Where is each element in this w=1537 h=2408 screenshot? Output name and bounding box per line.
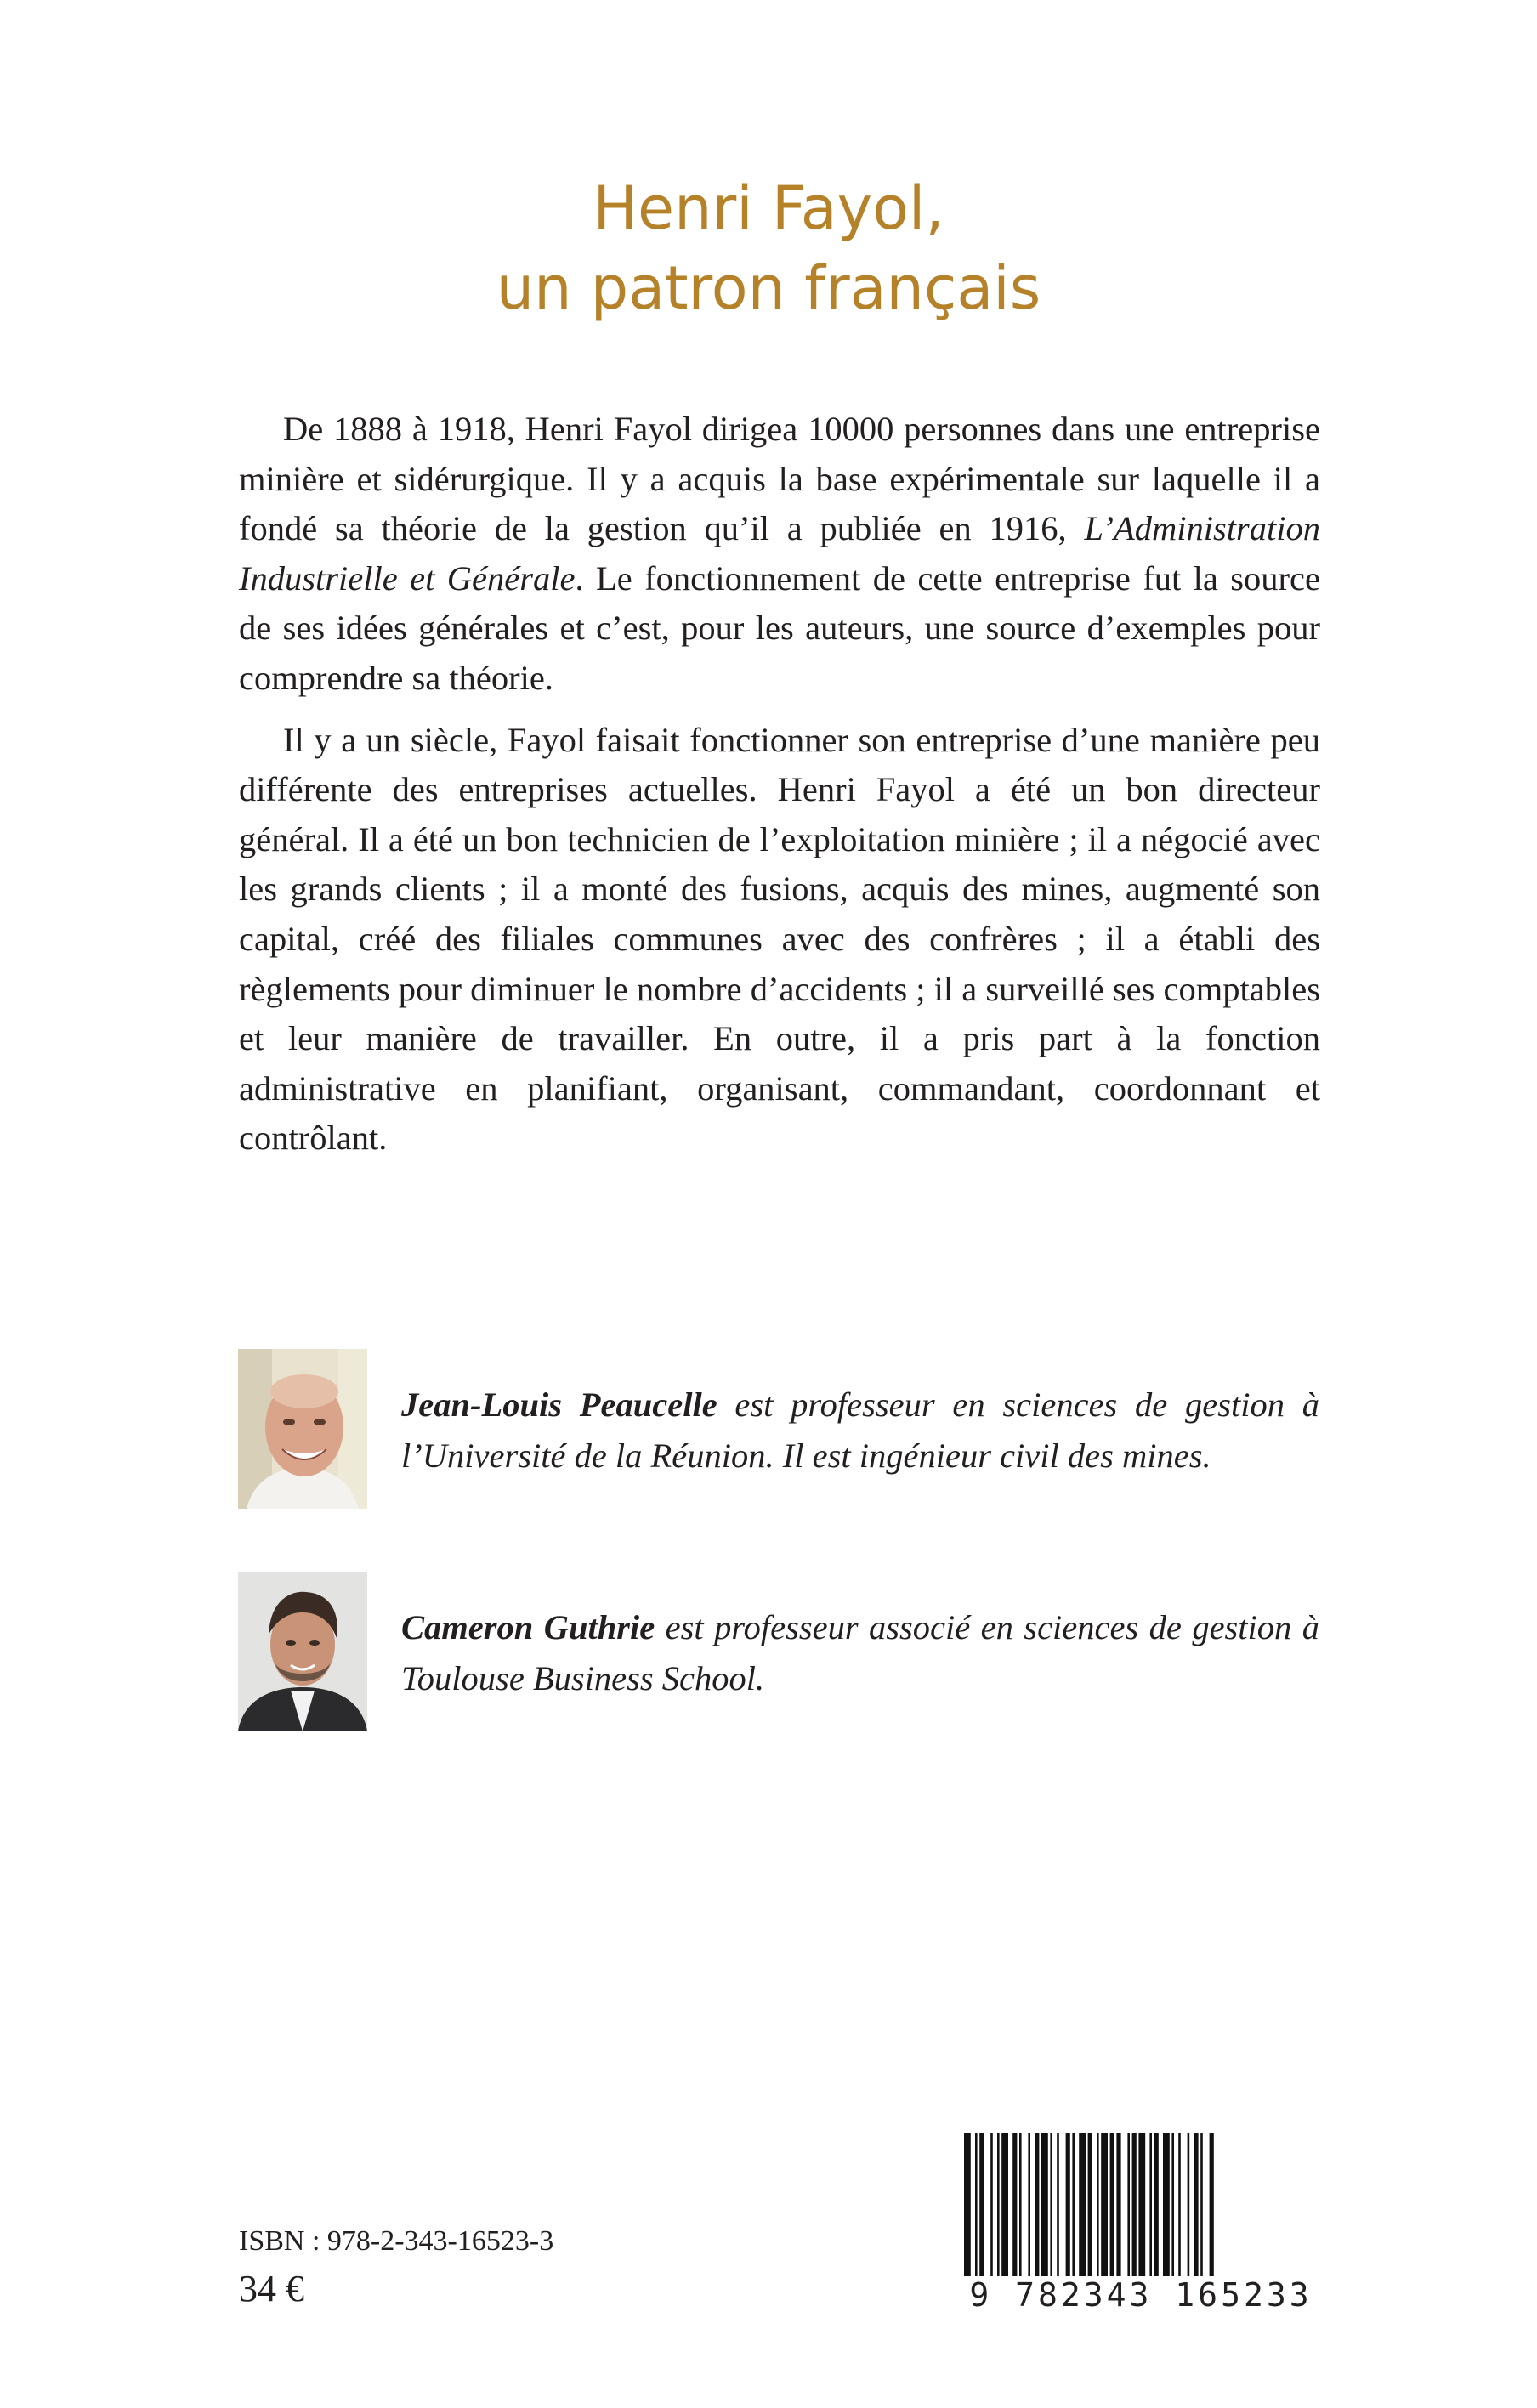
blurb-paragraph-1-end: . Le fonctionnement de cette entreprise fut la source de ses idées générales et c’est, pour les auteurs, une source d’exemples pour comprendre sa théorie. xyxy=(239,558,1320,697)
author-description: est professeur associé en sciences de gestion à Toulouse Business School. xyxy=(401,1608,1319,1697)
author-name: Cameron Guthrie xyxy=(401,1608,655,1646)
book-title-line-2: un patron français xyxy=(496,253,1041,323)
book-title-line-1: Henri Fayol, xyxy=(593,173,944,243)
author-description: est professeur en sciences de gestion à l’Université de la Réunion. Il est ingénieur civil des mines. xyxy=(401,1385,1320,1475)
barcode-digits: 9 782343 165233 xyxy=(961,2276,1321,2314)
blurb-paragraph-1-start: De 1888 à 1918, Henri Fayol dirigea 10000 personnes dans une entreprise minière et sidérurgique. Il y a acquis la base expérimentale sur laquelle il a fondé sa théorie de la gestion qu’il a publiée en 1916, xyxy=(239,410,1320,548)
author-bio-guthrie xyxy=(401,1602,1319,1704)
blurb xyxy=(239,405,1320,1164)
blurb-paragraph-1 xyxy=(239,405,1320,704)
price: 34 € xyxy=(239,2268,304,2309)
author-bio-peaucelle xyxy=(401,1380,1319,1482)
isbn: ISBN : 978-2-343-16523-3 xyxy=(239,2225,554,2257)
author-photo-guthrie xyxy=(238,1572,367,1731)
author-name: Jean-Louis Peaucelle xyxy=(401,1385,717,1424)
blurb-paragraph-2: Il y a un siècle, Fayol faisait fonctionner son entreprise d’une manière peu différente des entreprises actuelles. Henri Fayol a été un bon directeur général. Il a été un bon technicien de l’exploitation minière ; il a négocié avec les grands clients ; il a monté des fusions, acquis des mines, augmenté son capital, créé des filiales communes avec des confrères ; il a établi des règlements pour diminuer le nombre d’accidents ; il a surveillé ses comptables et leur manière de travailler. En outre, il a pris part à la fonction administrative en planifiant, organisant, commandant, coordonnant et contrôlant. xyxy=(239,720,1320,1158)
author-photo-peaucelle xyxy=(238,1349,367,1509)
book-reference: L’Administration Industrielle et Générale xyxy=(239,509,1320,598)
book-title xyxy=(0,168,1537,328)
